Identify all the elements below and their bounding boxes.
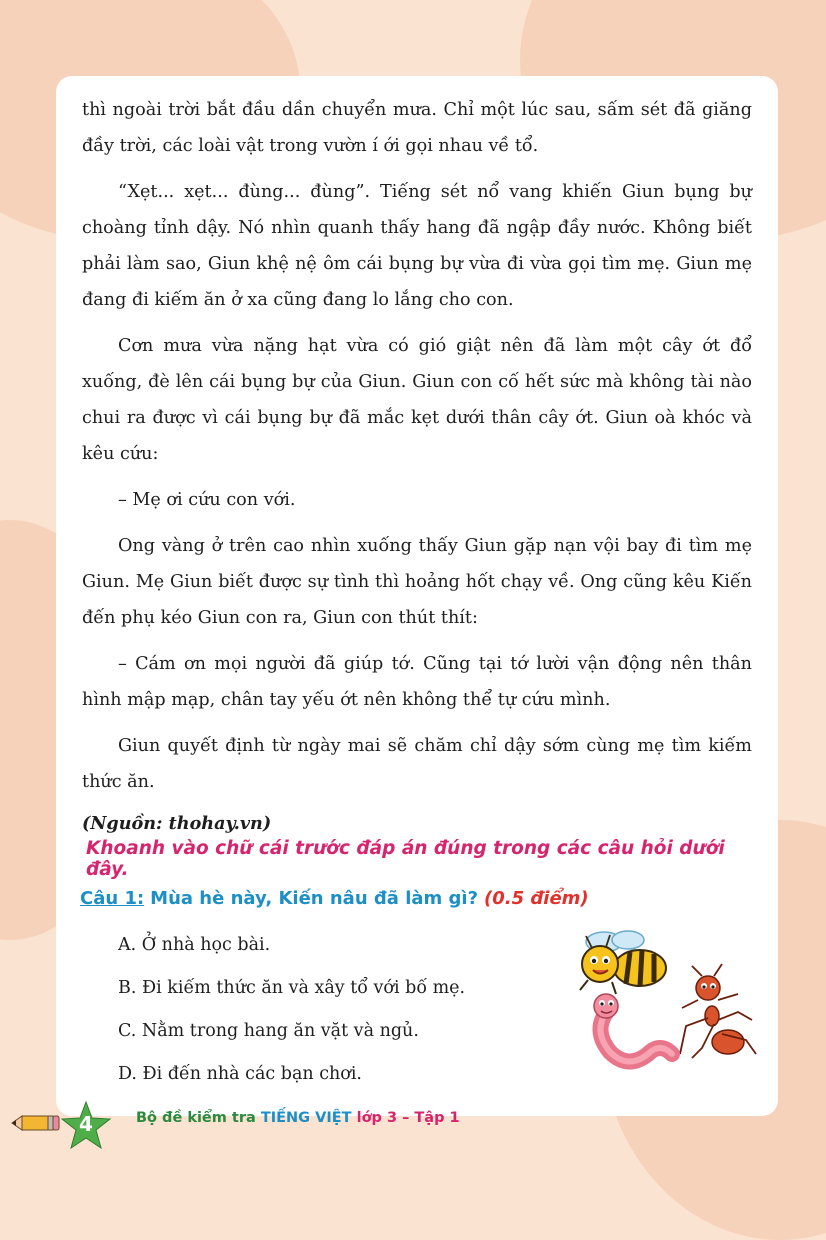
footer-title-subject: TIẾNG VIỆT — [260, 1110, 352, 1126]
footer-title-prefix: Bộ đề kiểm tra — [136, 1110, 256, 1126]
question-text: Mùa hè này, Kiến nâu đã làm gì? — [150, 888, 479, 909]
page-number: 4 — [79, 1112, 93, 1136]
page-footer — [0, 1098, 826, 1158]
ant-icon — [680, 964, 756, 1058]
story-paragraph: thì ngoài trời bắt đầu dần chuyển mưa. Chỉ một lúc sau, sấm sét đã giăng đầy trời, các loài vật trong vườn í ới gọi nhau về tổ. — [82, 100, 752, 156]
page-number-badge — [60, 1100, 112, 1152]
source-citation: (Nguồn: thohay.vn) — [82, 813, 272, 834]
story-paragraph: “Xẹt... xẹt... đùng... đùng”. Tiếng sét nổ vang khiến Giun bụng bự choàng tỉnh dậy. Nó nhìn quanh thấy hang đã ngập đầy nước. Không biết phải làm sao, Giun khệ nệ ôm cái bụng bự vừa đi vừa gọi tìm mẹ. Giun mẹ đang đi kiếm ăn ở xa cũng đang lo lắng cho con. — [82, 182, 752, 310]
answer-options — [118, 930, 465, 1102]
insect-illustration — [562, 930, 762, 1070]
answer-option[interactable]: A. Ở nhà học bài. — [118, 935, 271, 955]
story-paragraph: Ong vàng ở trên cao nhìn xuống thấy Giun gặp nạn vội bay đi tìm mẹ Giun. Mẹ Giun biết được sự tình thì hoảng hốt chạy về. Ong cũng kêu Kiến đến phụ kéo Giun con ra, Giun con thút thít: — [82, 536, 752, 628]
answer-option[interactable]: C. Nằm trong hang ăn vặt và ngủ. — [118, 1021, 419, 1041]
question-points: (0.5 điểm) — [484, 888, 589, 909]
story-paragraph: Giun quyết định từ ngày mai sẽ chăm chỉ dậy sớm cùng mẹ tìm kiếm thức ăn. — [82, 736, 752, 792]
footer-title-grade: lớp 3 – Tập 1 — [356, 1110, 460, 1126]
question-heading — [80, 888, 589, 909]
story-paragraph: – Mẹ ơi cứu con với. — [118, 490, 296, 510]
answer-option[interactable]: B. Đi kiếm thức ăn và xây tổ với bố mẹ. — [118, 978, 466, 998]
story-paragraph: – Cám ơn mọi người đã giúp tớ. Cũng tại tớ lười vận động nên thân hình mập mạp, chân tay yếu ớt nên không thể tự cứu mình. — [82, 654, 752, 710]
story-paragraph: Cơn mưa vừa nặng hạt vừa có gió giật nên đã làm một cây ớt đổ xuống, đè lên cái bụng bự của Giun. Giun con cố hết sức mà không tài nào chui ra được vì cái bụng bự đã mắc kẹt dưới thân cây ớt. Giun oà khóc và kêu cứu: — [82, 336, 752, 464]
worm-icon — [594, 994, 672, 1062]
answer-option[interactable]: D. Đi đến nhà các bạn chơi. — [118, 1064, 362, 1084]
footer-title — [136, 1110, 460, 1126]
bee-icon — [580, 931, 666, 994]
question-number: Câu 1: — [80, 888, 145, 909]
instruction-text: Khoanh vào chữ cái trước đáp án đúng trong các câu hỏi dưới đây. — [86, 838, 725, 880]
pencil-icon — [8, 1110, 60, 1136]
story-text — [82, 92, 752, 852]
